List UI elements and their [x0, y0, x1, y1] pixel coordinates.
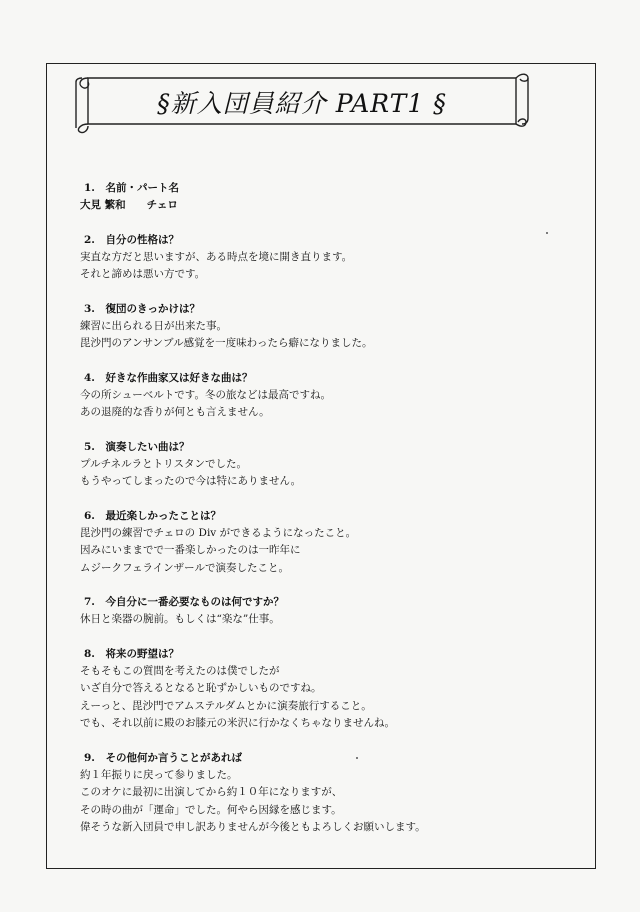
- answer-line: 休日と楽器の腕前。もしくは“楽な”仕事。: [80, 613, 280, 625]
- answer-line: 約１年振りに戻って参りました。: [80, 768, 238, 781]
- answer-line: 因みにいままでで一番楽しかったのは一昨年に: [80, 544, 301, 556]
- answer-line: もうやってしまったので今は特にありません。: [80, 475, 302, 487]
- question: 3. 復団のきっかけは？: [84, 302, 200, 315]
- question: 4. 好きな作曲家又は好きな曲は？: [84, 371, 253, 384]
- qa-item: [80, 750, 560, 837]
- answer-line: プルチネルラとトリスタンでした。: [80, 457, 247, 470]
- scan-speck: [546, 232, 548, 234]
- question: 9. その他何か言うことがあれば: [84, 751, 242, 764]
- qa-list: [80, 180, 560, 854]
- qa-item: [80, 594, 560, 629]
- question: 1. 名前・パート名: [84, 182, 179, 194]
- qa-item: [80, 180, 560, 215]
- qa-item: [80, 370, 560, 422]
- answer-line: 今の所シューベルトです。冬の旅などは最高ですね。: [80, 388, 331, 401]
- scan-speck: [356, 757, 358, 759]
- answer-line: いざ自分で答えるとなると恥ずかしいものですね。: [80, 682, 322, 694]
- question: 2. 自分の性格は？: [84, 233, 179, 246]
- answer-line: 毘沙門の練習でチェロの Div ができるようになったこと。: [80, 526, 357, 539]
- answer-line: ムジークフェラインザールで演奏したこと。: [80, 561, 289, 574]
- question: 6. 最近楽しかったことは？: [84, 509, 221, 522]
- qa-item: [80, 508, 560, 578]
- question: 5. 演奏したい曲は？: [84, 440, 190, 453]
- answer-line: その時の曲が「運命」でした。何やら因縁を感じます。: [80, 803, 342, 816]
- answer-line: 練習に出られる日が出来た事。: [80, 319, 227, 332]
- banner-title: §新入団員紹介 PART1 §: [157, 89, 447, 118]
- answer-line: でも、それ以前に殿のお膝元の米沢に行かなくちゃなりませんね。: [80, 717, 395, 729]
- answer-line: 偉そうな新入団員で申し訳ありませんが今後ともよろしくお願いします。: [80, 821, 426, 833]
- qa-item: [80, 439, 560, 491]
- answer-line: あの退廃的な香りが何とも言えません。: [80, 406, 270, 418]
- qa-item: [80, 646, 560, 733]
- question: 7. 今自分に一番必要なものは何ですか？: [84, 596, 284, 608]
- question: 8. 将来の野望は？: [84, 647, 179, 660]
- answer-line: 毘沙門のアンサンブル感覚を一度味わったら癖になりました。: [80, 337, 373, 349]
- qa-item: [80, 232, 560, 284]
- answer-line: 大見 繁和 チェロ: [80, 199, 178, 211]
- answer-line: それと諦めは悪い方です。: [80, 268, 206, 280]
- answer-line: そもそもこの質問を考えたのは僕でしたが: [80, 664, 280, 677]
- answer-line: 実直な方だと思いますが、ある時点を境に開き直ります。: [80, 250, 353, 263]
- scroll-banner: [70, 70, 534, 134]
- qa-item: [80, 301, 560, 353]
- answer-line: このオケに最初に出演してから約１０年になりますが、: [80, 786, 343, 798]
- answer-line: えーっと、毘沙門でアムステルダムとかに演奏旅行すること。: [80, 699, 372, 712]
